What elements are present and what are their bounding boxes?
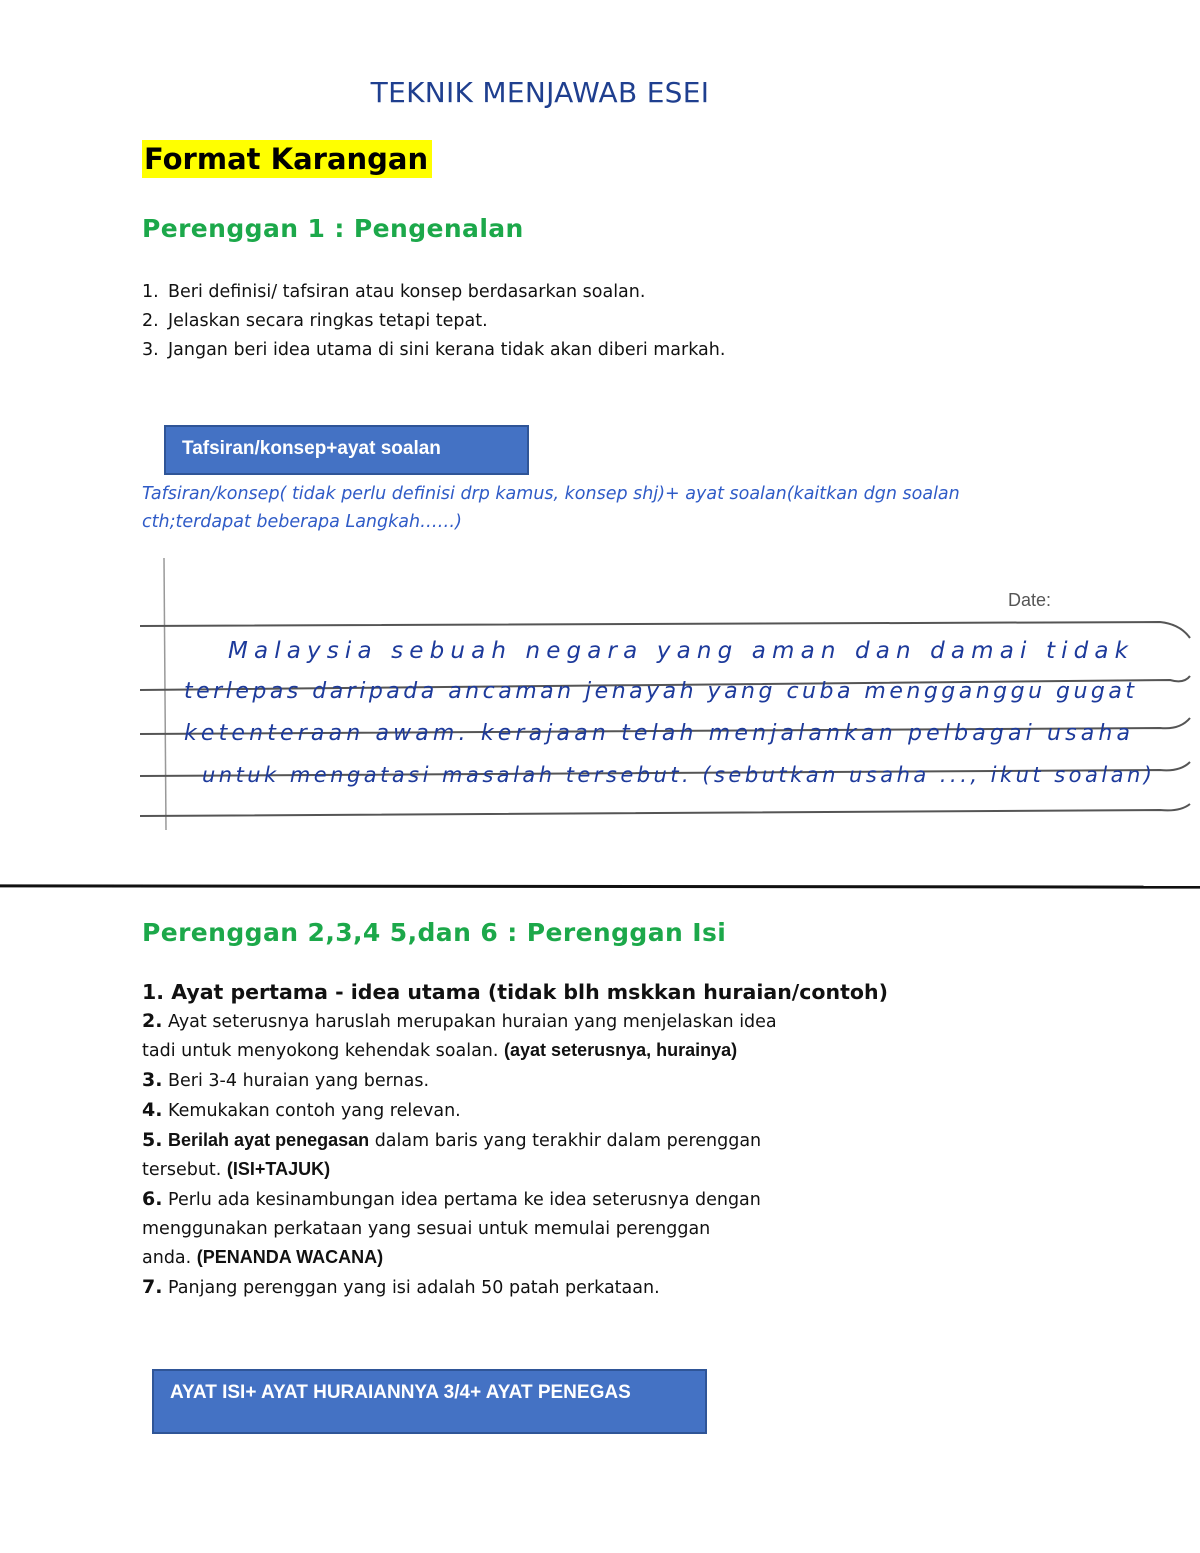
handwritten-line1: Malaysia sebuah negara yang aman dan damai tidak	[228, 638, 1128, 664]
item-emphasis: Berilah ayat penegasan	[168, 1129, 370, 1150]
item-text: Beri definisi/ tafsiran atau konsep berdasarkan soalan.	[168, 282, 646, 302]
intro-formula-box: Tafsiran/konsep+ayat soalan	[164, 425, 529, 475]
ruled-line	[140, 804, 1190, 816]
item-text: anda.	[142, 1248, 192, 1269]
list-item	[142, 978, 1142, 1007]
item-emphasis: (PENANDA WACANA)	[196, 1247, 384, 1268]
section1-list	[142, 278, 725, 365]
item-text: tersebut.	[142, 1160, 222, 1181]
list-item	[142, 1273, 1142, 1303]
section-divider	[0, 884, 1200, 888]
item-number: 3.	[142, 340, 159, 360]
list-item	[142, 1066, 1142, 1096]
item-emphasis: (ISI+TAJUK)	[226, 1159, 331, 1180]
item-number: 6.	[142, 1187, 163, 1210]
item-text: tadi untuk menyokong kehendak soalan.	[142, 1041, 499, 1062]
list-item	[142, 1126, 1142, 1185]
section2-list	[142, 978, 1142, 1303]
section1-heading: Perenggan 1 : Pengenalan	[142, 214, 524, 243]
handwritten-line2: terlepas daripada ancaman jenayah yang cuba mengganggu gugat	[184, 679, 1134, 704]
item-text: Jelaskan secara ringkas tetapi tepat.	[168, 311, 488, 331]
item-number: 2.	[142, 1009, 163, 1032]
item-text: Ayat pertama - idea utama (tidak blh mskkan huraian/contoh)	[171, 980, 888, 1004]
intro-note-line2: cth;terdapat beberapa Langkah……)	[142, 512, 462, 532]
ruled-line	[140, 622, 1190, 638]
item-emphasis: (ayat seterusnya, hurainya)	[504, 1040, 738, 1061]
item-number: 7.	[142, 1276, 163, 1299]
intro-note-line1: Tafsiran/konsep( tidak perlu definisi drp kamus, konsep shj)+ ayat soalan(kaitkan dgn soalan	[142, 484, 960, 504]
list-item	[142, 1007, 1142, 1066]
margin-line	[164, 558, 166, 830]
format-heading: Format Karangan	[142, 140, 432, 178]
list-item	[142, 1096, 1142, 1126]
content-formula-box: AYAT ISI+ AYAT HURAIANNYA 3/4+ AYAT PENEGAS	[152, 1369, 707, 1434]
item-text: Beri 3-4 huraian yang bernas.	[168, 1071, 430, 1092]
document-title: TEKNIK MENJAWAB ESEI	[370, 76, 710, 109]
list-item	[142, 336, 725, 365]
item-text: Ayat seterusnya haruslah merupakan huraian yang menjelaskan idea	[168, 1011, 777, 1032]
item-text: Kemukakan contoh yang relevan.	[168, 1100, 461, 1121]
item-text: Panjang perenggan yang isi adalah 50 patah perkataan.	[168, 1278, 660, 1299]
handwritten-example	[140, 558, 1200, 830]
item-text: Jangan beri idea utama di sini kerana tidak akan diberi markah.	[168, 340, 726, 360]
handwritten-line4: untuk mengatasi masalah tersebut. (sebutkan usaha ..., ikut soalan)	[202, 763, 1153, 787]
list-item	[142, 278, 725, 307]
item-number: 1.	[142, 282, 159, 302]
item-number: 2.	[142, 311, 159, 331]
item-number: 3.	[142, 1069, 163, 1092]
item-text: menggunakan perkataan yang sesuai untuk memulai perenggan	[142, 1218, 711, 1239]
date-label: Date:	[1008, 590, 1052, 610]
item-number: 1.	[142, 980, 165, 1004]
list-item	[142, 307, 725, 336]
section2-heading: Perenggan 2,3,4 5,dan 6 : Perenggan Isi	[142, 918, 727, 947]
item-number: 5.	[142, 1128, 163, 1151]
item-text: Perlu ada kesinambungan idea pertama ke idea seterusnya dengan	[168, 1189, 761, 1210]
item-text: dalam baris yang terakhir dalam perenggan	[374, 1130, 762, 1151]
handwritten-line3: ketenteraan awam. kerajaan telah menjalankan pelbagai usaha	[184, 721, 1130, 746]
intro-note	[142, 480, 1042, 536]
item-number: 4.	[142, 1098, 163, 1121]
list-item	[142, 1185, 1142, 1273]
